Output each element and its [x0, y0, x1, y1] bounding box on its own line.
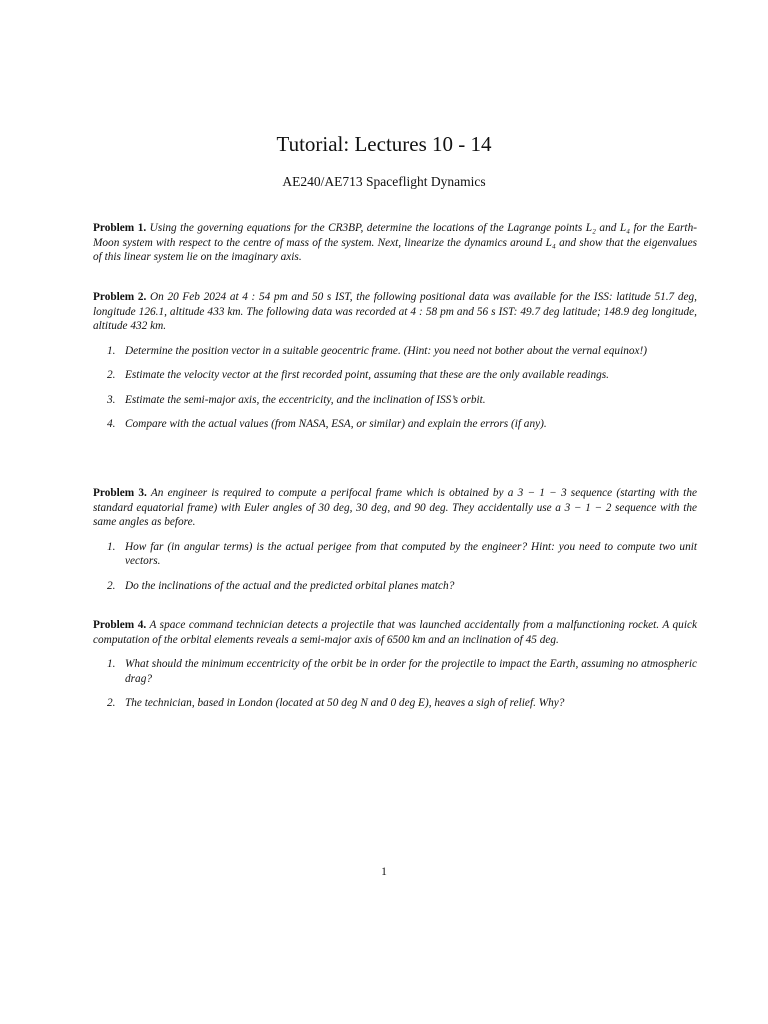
item-text: Determine the position vector in a suitable geocentric frame. (Hint: you need not bother about the vernal equinox!)	[125, 344, 648, 357]
problem-1-text: Using the governing equations for the CR3BP, determine the locations of the Lagrange points L₂ and L₄ for the Earth-Moon system with respect to the centre of mass of the system. Next, linearize the dynamics around L₄ and show that the eigenvalues of this linear system lie on the imaginary axis.	[93, 222, 697, 263]
problem-4-paragraph	[93, 618, 697, 647]
problem-3-item-2	[93, 579, 697, 594]
problem-2-item-1	[93, 344, 697, 359]
problem-4	[93, 618, 697, 721]
item-number: 3.	[107, 393, 116, 406]
item-text: Do the inclinations of the actual and the predicted orbital planes match?	[125, 579, 455, 592]
page-number: 1	[381, 866, 387, 878]
problem-4-item-2	[93, 696, 697, 711]
problem-3-heading: Problem 3.	[93, 487, 147, 499]
problem-1-heading: Problem 1.	[93, 222, 147, 234]
item-text: How far (in angular terms) is the actual perigee from that computed by the engineer? Hint: you need to compute two unit vectors.	[125, 540, 697, 567]
problem-2-paragraph	[93, 290, 697, 334]
problem-4-item-list	[93, 657, 697, 711]
item-text: Estimate the semi-major axis, the eccentricity, and the inclination of ISS’s orbit.	[125, 393, 486, 406]
problem-3	[93, 486, 697, 603]
problem-2	[93, 290, 697, 442]
document-title: Tutorial: Lectures 10 - 14	[276, 132, 492, 156]
problem-3-item-1	[93, 540, 697, 569]
problem-4-heading: Problem 4.	[93, 619, 147, 631]
item-number: 2.	[107, 579, 116, 592]
problem-1	[93, 221, 697, 265]
problem-2-item-4	[93, 417, 697, 432]
item-number: 1.	[107, 540, 116, 553]
problem-2-item-list	[93, 344, 697, 432]
problem-3-text: An engineer is required to compute a perifocal frame which is obtained by a 3 − 1 − 3 sequence (starting with the standard equatorial frame) with Euler angles of 30 deg, 30 deg, and 90 deg. They accidentally use a 3 − 1 − 2 sequence with the same angles as before.	[93, 487, 697, 528]
document-subtitle: AE240/AE713 Spaceflight Dynamics	[282, 174, 486, 189]
item-text: Compare with the actual values (from NASA, ESA, or similar) and explain the errors (if any).	[125, 418, 547, 430]
problem-4-text: A space command technician detects a projectile that was launched accidentally from a malfunctioning rocket. A quick computation of the orbital elements reveals a semi-major axis of 6500 km and an inclination of 45 deg.	[93, 619, 698, 646]
problem-1-paragraph	[93, 221, 697, 265]
item-text: The technician, based in London (located at 50 deg N and 0 deg E), heaves a sigh of relief. Why?	[125, 697, 565, 709]
problem-2-item-2	[93, 368, 697, 383]
item-number: 2.	[107, 369, 116, 381]
item-number: 2.	[107, 697, 116, 709]
item-text: Estimate the velocity vector at the first recorded point, assuming that these are the only available readings.	[125, 369, 609, 381]
problem-2-item-3	[93, 393, 697, 408]
problem-2-heading: Problem 2.	[93, 291, 147, 303]
problem-4-item-1	[93, 657, 697, 686]
problem-3-item-list	[93, 540, 697, 594]
item-number: 1.	[107, 658, 116, 670]
item-text: What should the minimum eccentricity of the orbit be in order for the projectile to impact the Earth, assuming no atmospheric drag?	[125, 658, 697, 685]
problem-2-text: On 20 Feb 2024 at 4 : 54 pm and 50 s IST, the following positional data was available for the ISS: latitude 51.7 deg, longitude 126.1, altitude 433 km. The following data was recorded at 4 : 58 pm and 56 s IST: 49.7 deg latitude; 148.9 deg longitude, altitude 432 km.	[93, 291, 697, 332]
item-number: 4.	[107, 418, 116, 430]
problem-3-paragraph	[93, 486, 697, 530]
item-number: 1.	[107, 344, 116, 357]
